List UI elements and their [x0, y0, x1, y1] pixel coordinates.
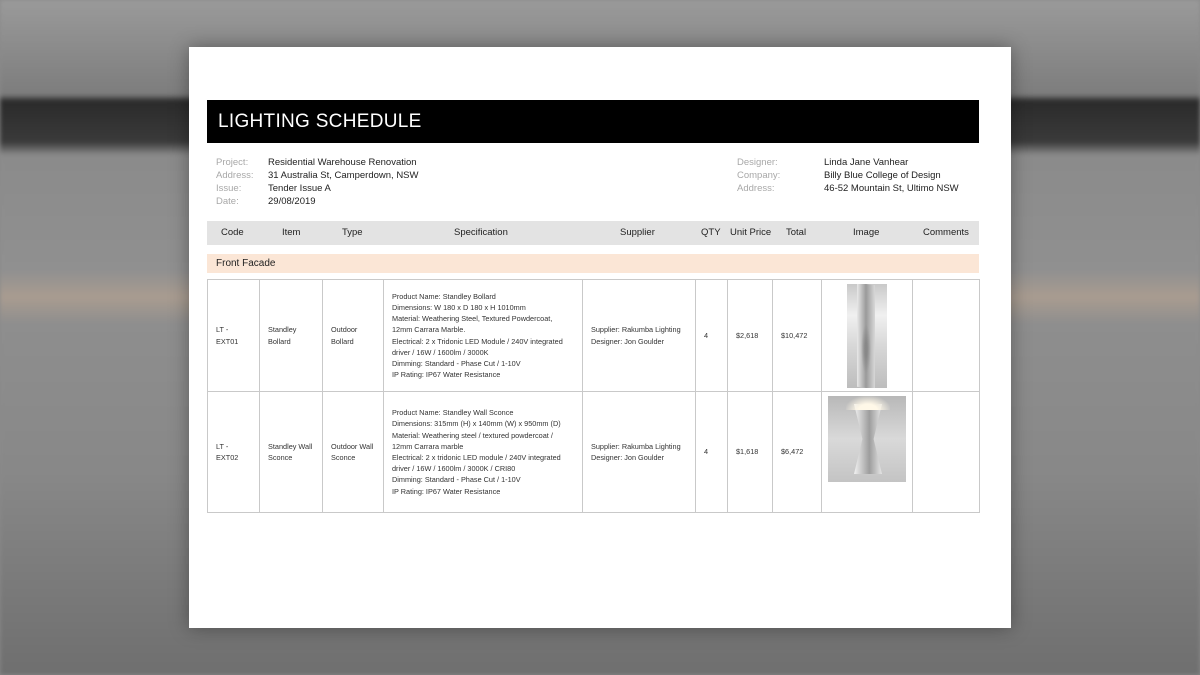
spec-line: Product Name: Standley Wall Sconce: [392, 408, 514, 418]
cell-image: [822, 392, 913, 513]
column-header-total: Total: [786, 227, 807, 238]
column-header-item: Item: [282, 227, 301, 238]
cell-specification: [384, 280, 583, 392]
spec-line: IP Rating: IP67 Water Resistance: [392, 370, 501, 380]
designer-info: [737, 156, 959, 195]
project-label: Project:: [216, 157, 249, 168]
supplier-line: Supplier: Rakumba Lighting: [591, 325, 681, 335]
supplier-line: Supplier: Rakumba Lighting: [591, 441, 681, 451]
cell-type: Outdoor Wall Sconce: [323, 392, 384, 513]
cell-image: [822, 280, 913, 392]
bollard-photo: [847, 284, 887, 388]
column-header-image: Image: [853, 227, 880, 238]
date-label: Date:: [216, 196, 239, 207]
project-info: [216, 156, 418, 208]
column-header-type: Type: [342, 227, 363, 238]
cell-item: Standley Wall Sconce: [260, 392, 323, 513]
page-title: LIGHTING SCHEDULE: [207, 100, 979, 143]
cell-type: Outdoor Bollard: [323, 280, 384, 392]
designer-line: Designer: Jon Goulder: [591, 453, 665, 462]
column-header-specification: Specification: [454, 227, 508, 238]
cell-total: $10,472: [773, 280, 822, 392]
cell-unit-price: $1,618: [728, 392, 773, 513]
table-row: [208, 392, 980, 513]
designer-value: Linda Jane Vanhear: [824, 157, 909, 168]
address-value: 31 Australia St, Camperdown, NSW: [268, 170, 419, 181]
schedule-sheet: [189, 47, 1011, 628]
issue-row: [216, 182, 418, 195]
spec-line: Material: Weathering steel / textured powdercoat / 12mm Carrara marble: [392, 430, 553, 451]
spec-line: Dimensions: 315mm (H) x 140mm (W) x 950mm (D): [392, 419, 561, 429]
column-header-unit-price: Unit Price: [730, 227, 772, 238]
designer-address-label: Address:: [737, 183, 775, 194]
project-row: [216, 156, 418, 169]
address-row: [216, 169, 418, 182]
table-header: [207, 221, 979, 245]
designer-address-row: [737, 182, 959, 195]
table-row: [208, 280, 980, 392]
address-label: Address:: [216, 170, 254, 181]
schedule-table: [207, 279, 980, 513]
section-heading: Front Facade: [207, 254, 979, 273]
spec-line: Electrical: 2 x Tridonic LED Module / 240V integrated driver / 16W / 1600lm / 3000K: [392, 336, 563, 357]
cell-comments: [913, 392, 980, 513]
spec-line: IP Rating: IP67 Water Resistance: [392, 486, 501, 496]
spec-line: Product Name: Standley Bollard: [392, 291, 496, 301]
spec-line: Material: Weathering Steel, Textured Powdercoat, 12mm Carrara Marble.: [392, 314, 553, 335]
cell-code: LT - EXT01: [208, 280, 260, 392]
wall-sconce-photo: [828, 396, 906, 482]
designer-address-value: 46-52 Mountain St, Ultimo NSW: [824, 183, 959, 194]
cell-supplier: [583, 280, 696, 392]
cell-total: $6,472: [773, 392, 822, 513]
date-row: [216, 195, 418, 208]
cell-qty: 4: [696, 392, 728, 513]
company-value: Billy Blue College of Design: [824, 170, 941, 181]
cell-supplier: [583, 392, 696, 513]
column-header-qty: QTY: [701, 227, 721, 238]
designer-label: Designer:: [737, 157, 778, 168]
column-header-comments: Comments: [923, 227, 969, 238]
designer-line: Designer: Jon Goulder: [591, 336, 665, 346]
company-row: [737, 169, 959, 182]
date-value: 29/08/2019: [268, 196, 316, 207]
column-header-supplier: Supplier: [620, 227, 655, 238]
company-label: Company:: [737, 170, 781, 181]
cell-item: Standley Bollard: [260, 280, 323, 392]
issue-label: Issue:: [216, 183, 242, 194]
issue-value: Tender Issue A: [268, 183, 331, 194]
cell-specification: [384, 392, 583, 513]
spec-line: Dimming: Standard - Phase Cut / 1-10V: [392, 358, 521, 368]
spec-line: Electrical: 2 x tridonic LED module / 240V integrated driver / 16W / 1600lm / 3000K / CRI80: [392, 453, 561, 474]
cell-unit-price: $2,618: [728, 280, 773, 392]
spec-line: Dimensions: W 180 x D 180 x H 1010mm: [392, 302, 526, 312]
cell-qty: 4: [696, 280, 728, 392]
cell-code: LT - EXT02: [208, 392, 260, 513]
project-value: Residential Warehouse Renovation: [268, 157, 417, 168]
cell-comments: [913, 280, 980, 392]
designer-row: [737, 156, 959, 169]
column-header-code: Code: [221, 227, 244, 238]
spec-line: Dimming: Standard - Phase Cut / 1-10V: [392, 475, 521, 485]
